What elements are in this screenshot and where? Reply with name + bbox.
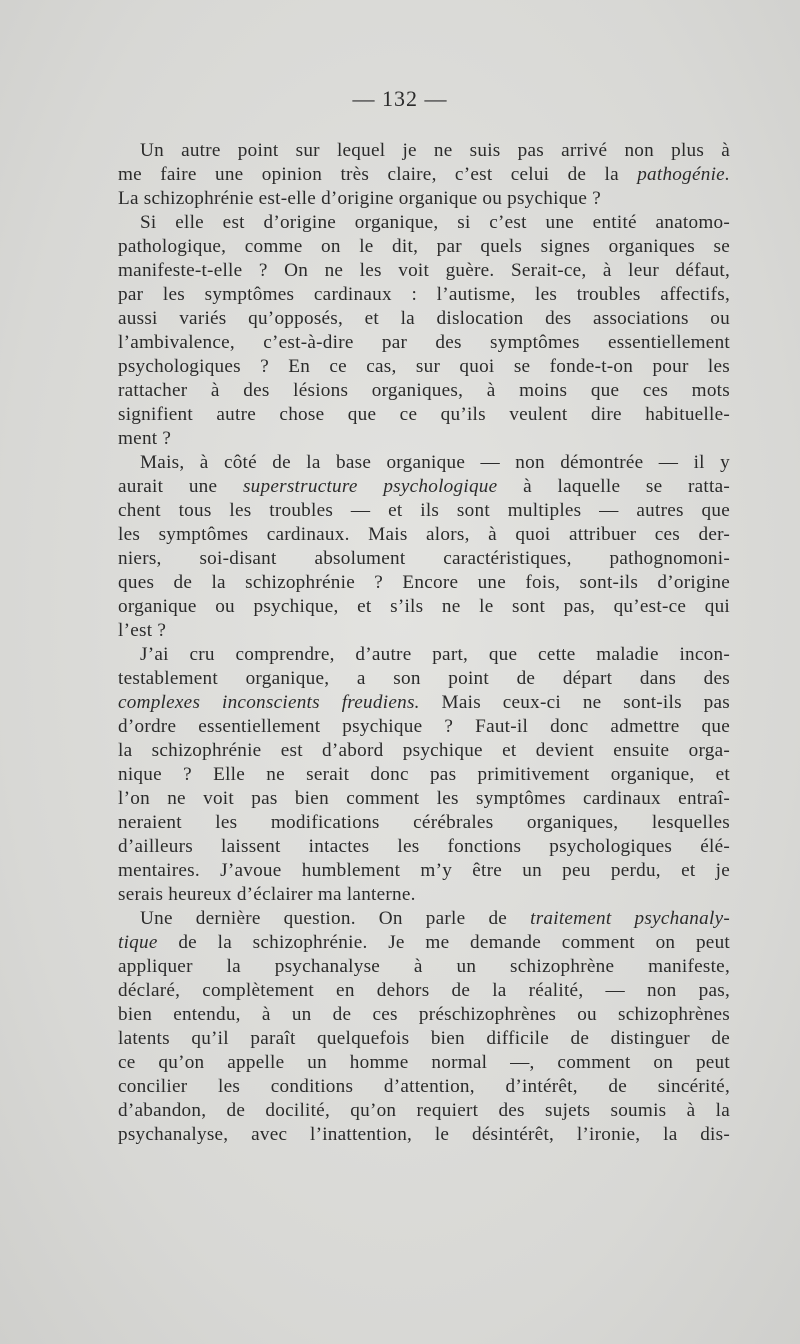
text-run: psychanalyse, avec l’inattention, le désintérêt, l’ironie, la dis- <box>118 1124 730 1145</box>
text-line <box>118 547 730 571</box>
text-run: à laquelle se ratta- <box>497 476 730 497</box>
text-line <box>118 523 730 547</box>
text-run: aurait une <box>118 476 243 497</box>
text-run: d’ordre essentiellement psychique ? Faut-il donc admettre que <box>118 716 730 737</box>
text-line <box>118 859 730 883</box>
text-line <box>118 787 730 811</box>
text-line <box>118 355 730 379</box>
text-line <box>118 1027 730 1051</box>
text-line <box>118 427 730 451</box>
text-line <box>118 715 730 739</box>
text-line <box>118 955 730 979</box>
page-number: — 132 — <box>352 86 448 111</box>
text-line <box>118 883 730 907</box>
body-text <box>118 139 730 1147</box>
text-run: La schizophrénie est-elle d’origine organique ou psychique ? <box>118 188 601 209</box>
text-line <box>118 571 730 595</box>
italic-term: superstructure psychologique <box>242 476 498 497</box>
text-run: l’est ? <box>118 620 167 641</box>
text-line <box>118 1099 730 1123</box>
text-run: pathologique, comme on le dit, par quels signes organiques se <box>118 236 730 257</box>
text-line <box>118 835 730 859</box>
text-run: appliquer la psychanalyse à un schizophrène manifeste, <box>118 956 730 977</box>
text-run: Une dernière question. On parle de <box>140 908 531 929</box>
text-line <box>118 451 730 475</box>
text-line <box>118 907 730 931</box>
text-line <box>118 403 730 427</box>
text-line <box>118 1003 730 1027</box>
italic-term: traitement psychanaly- <box>530 908 730 929</box>
text-run: Mais ceux-ci ne sont-ils pas <box>419 692 730 713</box>
text-run: manifeste-t-elle ? On ne les voit guère. Serait-ce, à leur défaut, <box>118 260 730 281</box>
text-line <box>118 979 730 1003</box>
text-run: bien entendu, à un de ces préschizophrènes ou schizophrènes <box>118 1004 730 1025</box>
text-run: ce qu’on appelle un homme normal —, comment on peut <box>118 1052 730 1073</box>
text-run: la schizophrénie est d’abord psychique et devient ensuite orga- <box>118 740 730 761</box>
text-line <box>118 1051 730 1075</box>
text-line <box>118 931 730 955</box>
text-line <box>118 139 730 163</box>
text-run: aussi variés qu’opposés, et la dislocation des associations ou <box>118 308 730 329</box>
text-line <box>118 379 730 403</box>
text-line <box>118 163 730 187</box>
italic-term: tique <box>118 932 158 953</box>
text-line <box>118 1123 730 1147</box>
text-run: les symptômes cardinaux. Mais alors, à quoi attribuer ces der- <box>118 524 730 545</box>
text-line <box>118 187 730 211</box>
text-line <box>118 259 730 283</box>
text-run: testablement organique, a son point de départ dans des <box>118 668 730 689</box>
text-line <box>118 475 730 499</box>
text-run: concilier les conditions d’attention, d’intérêt, de sincérité, <box>118 1076 730 1097</box>
text-line <box>118 331 730 355</box>
text-line <box>118 811 730 835</box>
text-run: signifient autre chose que ce qu’ils veulent dire habituelle- <box>118 404 730 425</box>
italic-term: complexes inconscients freudiens. <box>118 692 420 713</box>
text-run: l’ambivalence, c’est-à-dire par des symptômes essentiellement <box>118 332 730 353</box>
text-run: neraient les modifications cérébrales organiques, lesquelles <box>118 812 730 833</box>
text-run: me faire une opinion très claire, c’est celui de la <box>118 164 638 185</box>
text-run: déclaré, complètement en dehors de la réalité, — non pas, <box>118 980 730 1001</box>
text-line <box>118 1075 730 1099</box>
text-line <box>118 739 730 763</box>
text-run: Un autre point sur lequel je ne suis pas arrivé non plus à <box>140 140 730 161</box>
text-run: par les symptômes cardinaux : l’autisme, les troubles affectifs, <box>118 284 730 305</box>
text-run: organique ou psychique, et s’ils ne le sont pas, qu’est-ce qui <box>118 596 730 617</box>
text-run: l’on ne voit pas bien comment les symptômes cardinaux entraî- <box>118 788 730 809</box>
text-run: d’abandon, de docilité, qu’on requiert des sujets soumis à la <box>118 1100 730 1121</box>
text-line <box>118 307 730 331</box>
text-run: Si elle est d’origine organique, si c’est une entité anatomo- <box>140 212 730 233</box>
text-line <box>118 763 730 787</box>
text-run: rattacher à des lésions organiques, à moins que ces mots <box>118 380 730 401</box>
text-run: nique ? Elle ne serait donc pas primitivement organique, et <box>118 764 730 785</box>
italic-term: pathogénie. <box>637 164 730 185</box>
text-line <box>118 619 730 643</box>
text-run: ques de la schizophrénie ? Encore une fois, sont-ils d’origine <box>118 572 730 593</box>
text-run: J’ai cru comprendre, d’autre part, que cette maladie incon- <box>140 644 730 665</box>
text-run: ment ? <box>118 428 172 449</box>
text-run: d’ailleurs laissent intactes les fonctions psychologiques élé- <box>118 836 730 857</box>
text-line <box>118 283 730 307</box>
text-line <box>118 235 730 259</box>
text-run: latents qu’il paraît quelquefois bien difficile de distinguer de <box>118 1028 730 1049</box>
text-run: serais heureux d’éclairer ma lanterne. <box>118 884 416 905</box>
text-run: psychologiques ? En ce cas, sur quoi se fonde-t-on pour les <box>118 356 730 377</box>
text-run: chent tous les troubles — et ils sont multiples — autres que <box>118 500 730 521</box>
text-run: mentaires. J’avoue humblement m’y être un peu perdu, et je <box>118 860 730 881</box>
text-run: niers, soi-disant absolument caractéristiques, pathognomoni- <box>118 548 730 569</box>
text-line <box>118 211 730 235</box>
text-line <box>118 667 730 691</box>
text-run: de la schizophrénie. Je me demande comment on peut <box>157 932 730 953</box>
text-line <box>118 595 730 619</box>
text-line <box>118 691 730 715</box>
text-run: Mais, à côté de la base organique — non démontrée — il y <box>140 452 730 473</box>
text-line <box>118 643 730 667</box>
text-line <box>118 499 730 523</box>
